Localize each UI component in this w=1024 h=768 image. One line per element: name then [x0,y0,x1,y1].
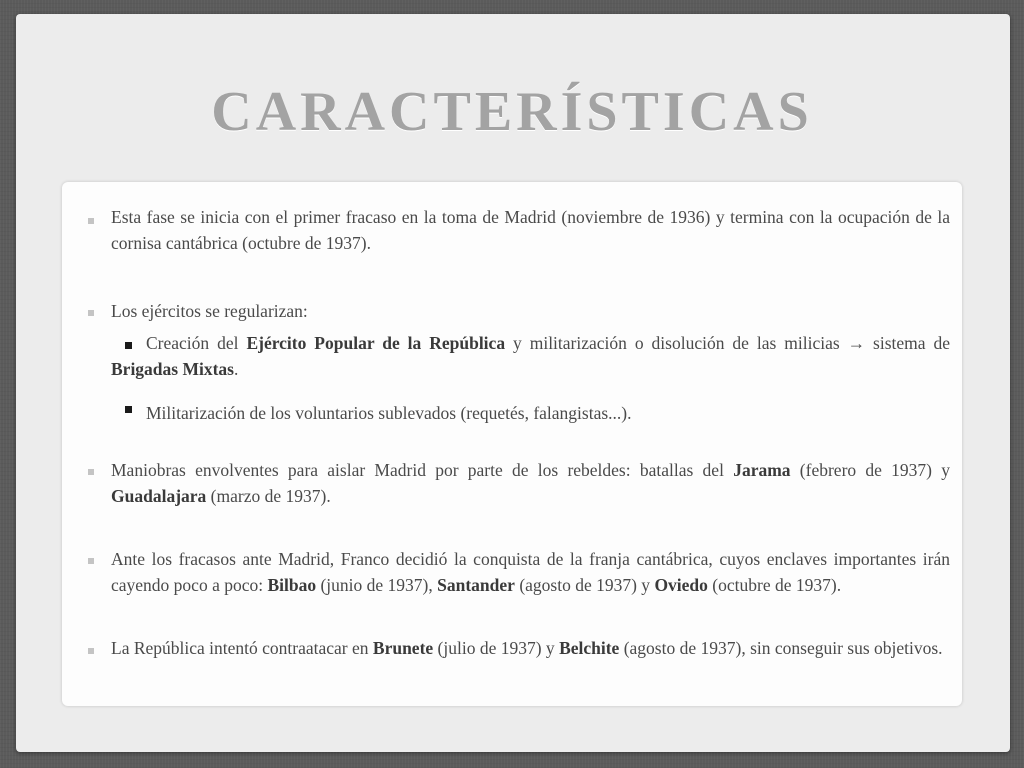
slide-title: CARACTERÍSTICAS [211,81,813,143]
bullet-text: Ante los fracasos ante Madrid, Franco decidió la conquista de la franja cantábrica, cuyos enclaves importantes irán cayendo poco a poco: [111,549,950,595]
sub-bullet-bold: Brigadas Mixtas [111,359,234,379]
bullet-item [111,635,950,661]
bullet-bold: Brunete [372,638,434,658]
bullet-item [111,457,950,509]
sub-bullet-text: . [234,359,239,379]
bullet-marker [88,648,94,654]
bullet-bold: Jarama [733,460,791,480]
bullet-text: (agosto de 1937) y [514,575,655,595]
bullet-text: (octubre de 1937). [707,575,842,595]
bullet-text: Los ejércitos se regularizan: [111,301,308,321]
bullet-item [111,546,950,598]
sub-bullet-text: y militarización o disolución de las milicias [505,333,848,353]
bullet-text: (junio de 1937), [316,575,438,595]
bullet-bold: Santander [437,575,515,595]
bullet-bold: Belchite [559,638,620,658]
bullet-marker [88,310,94,316]
bullet-bold: Oviedo [654,575,708,595]
bullet-item [111,298,950,324]
sub-bullet-item [111,400,950,426]
sub-bullet-text: sistema de [865,333,950,353]
bullet-bold: Guadalajara [111,486,207,506]
arrow-icon: → [847,333,866,353]
bullet-bold: Bilbao [267,575,317,595]
bullet-marker [88,558,94,564]
bullet-text: Maniobras envolventes para aislar Madrid por parte de los rebeldes: batallas del [111,460,734,480]
content-box [62,182,962,706]
bullet-text: (marzo de 1937). [206,486,331,506]
bullet-text: (agosto de 1937), sin conseguir sus objetivos. [619,638,943,658]
bullet-item [111,204,950,256]
sub-bullet-text: Creación del [146,333,247,353]
bullet-text: La República intentó contraatacar en [111,638,373,658]
bullet-marker [88,469,94,475]
sub-bullet-item [111,330,950,382]
sub-bullet-bold: Ejército Popular de la República [246,333,506,353]
bullet-text: (febrero de 1937) y [790,460,950,480]
bullet-text: (julio de 1937) y [433,638,560,658]
sub-bullet-text: Militarización de los voluntarios sublevados (requetés, falangistas...). [146,403,632,423]
bullet-marker [88,218,94,224]
bullet-text: Esta fase se inicia con el primer fracaso en la toma de Madrid (noviembre de 1936) y termina con la ocupación de la cornisa cantábrica (octubre de 1937). [111,207,950,253]
